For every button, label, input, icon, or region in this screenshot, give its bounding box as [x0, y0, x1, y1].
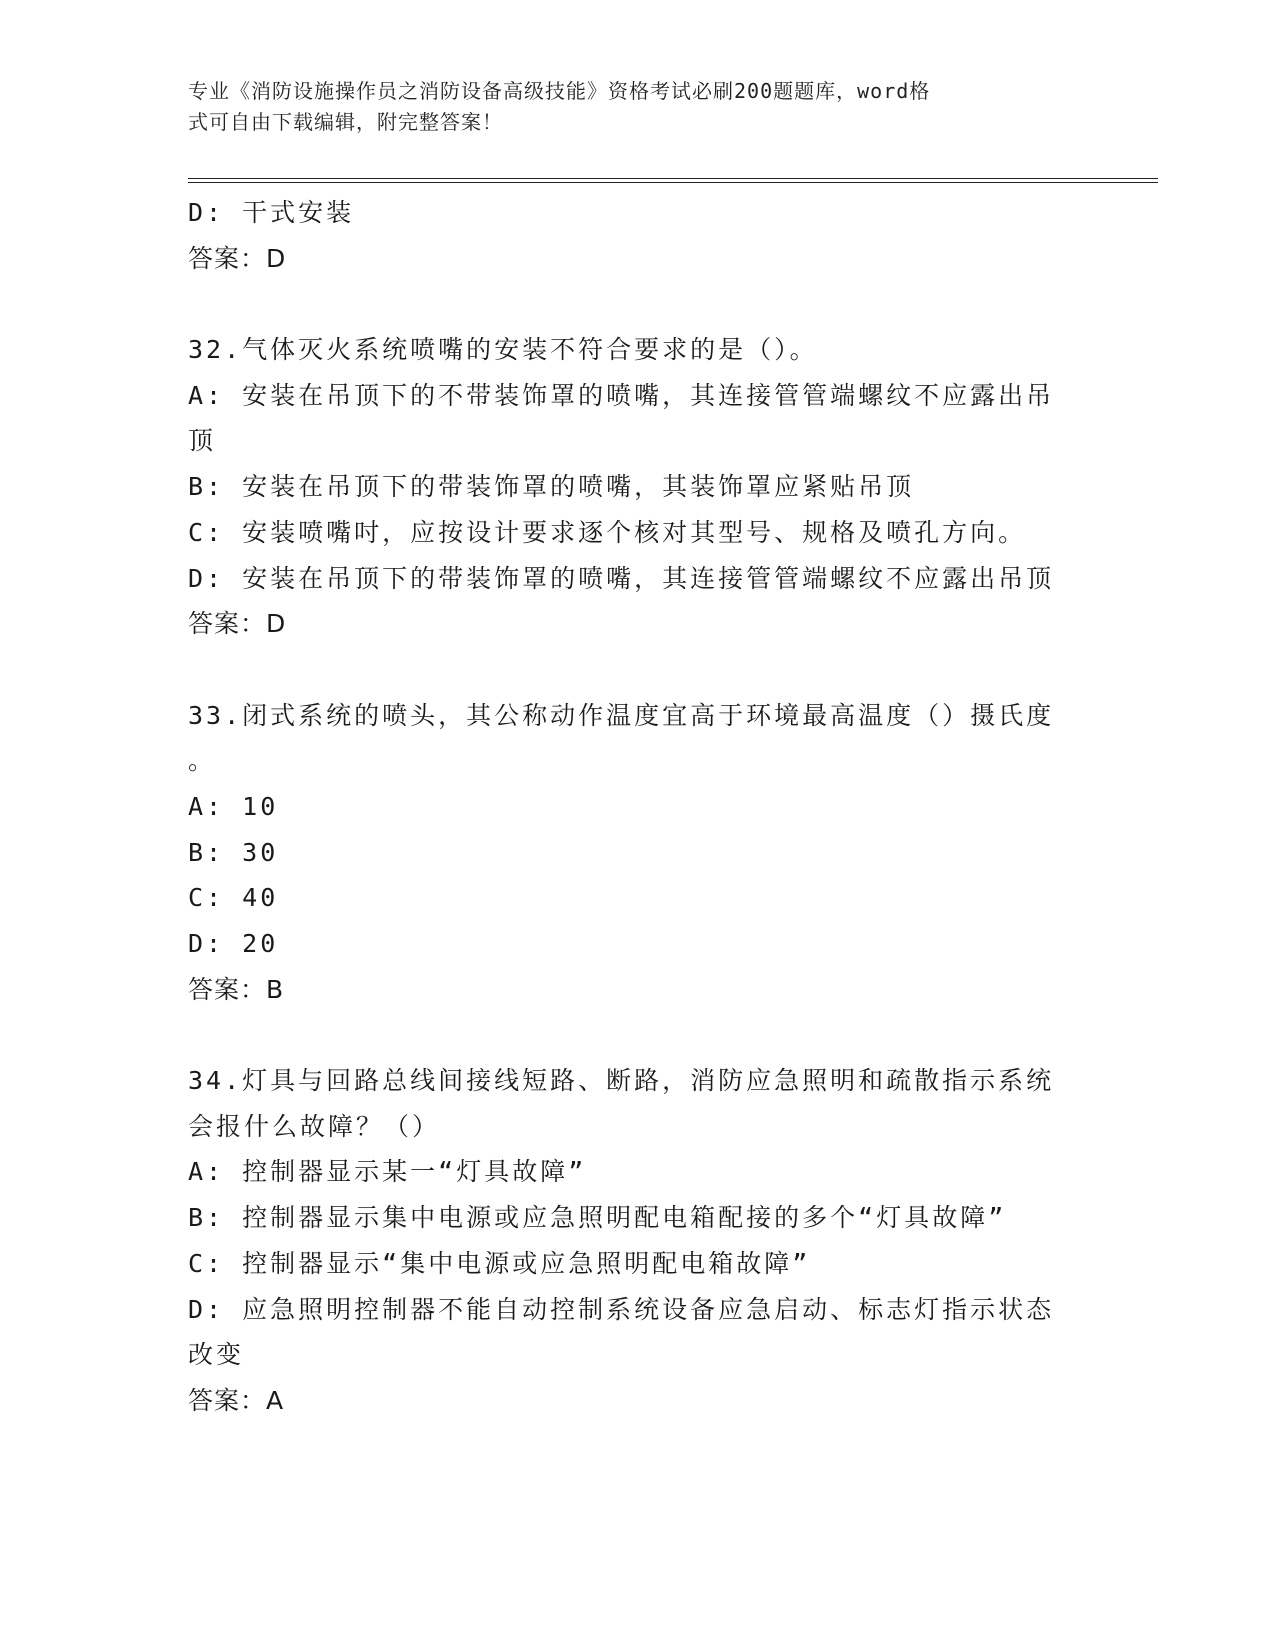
option-b: B: 安装在吊顶下的带装饰罩的喷嘴，其装饰罩应紧贴吊顶	[188, 472, 915, 502]
option-a: A: 安装在吊顶下的不带装饰罩的喷嘴，其连接管管端螺纹不应露出吊	[188, 380, 1055, 410]
question-34	[188, 1058, 1088, 1424]
option-b: B: 控制器显示集中电源或应急照明配电箱配接的多个“灯具故障”	[188, 1203, 1007, 1233]
option-b: B: 30	[188, 837, 279, 867]
question-33	[188, 693, 1088, 1013]
question-32	[188, 327, 1088, 647]
question-stem: 33.闭式系统的喷头，其公称动作温度宜高于环境最高温度（）摄氏度	[188, 700, 1055, 730]
option-c: C: 控制器显示“集中电源或应急照明配电箱故障”	[188, 1248, 811, 1278]
option-d: D: 干式安装	[188, 198, 355, 227]
option-d: D: 安装在吊顶下的带装饰罩的喷嘴，其连接管管端螺纹不应露出吊顶	[188, 563, 1055, 593]
spacer	[188, 281, 1088, 327]
header-line-1: 专业《消防设施操作员之消防设备高级技能》资格考试必刷200题题库，word格	[188, 79, 931, 103]
answer-label: 答案：B	[188, 974, 285, 1004]
question-stem-continued: 会报什么故障？（）	[188, 1111, 441, 1141]
question-stem-continued: 。	[188, 746, 217, 776]
question-stem: 32.气体灭火系统喷嘴的安装不符合要求的是（）。	[188, 335, 818, 365]
question-stem: 34.灯具与回路总线间接线短路、断路，消防应急照明和疏散指示系统	[188, 1066, 1055, 1096]
answer-label: 答案：D	[188, 609, 287, 639]
header-divider	[188, 178, 1158, 183]
document-header	[188, 76, 1088, 138]
option-c: C: 安装喷嘴吋，应按设计要求逐个核对其型号、规格及喷孔方向。	[188, 517, 1027, 547]
spacer	[188, 647, 1088, 693]
spacer	[188, 1012, 1088, 1058]
option-c: C: 40	[188, 883, 279, 913]
answer-label: 答案：D	[188, 243, 287, 273]
header-line-2: 式可自由下载编辑，附完整答案！	[188, 110, 503, 134]
option-a-continued: 顶	[188, 426, 217, 456]
option-d: D: 20	[188, 929, 279, 958]
answer-label: 答案：A	[188, 1385, 285, 1415]
option-d: D: 应急照明控制器不能自动控制系统设备应急启动、标志灯指示状态	[188, 1294, 1055, 1324]
option-d-continued: 改变	[188, 1340, 245, 1370]
option-a: A: 10	[188, 791, 279, 821]
option-a: A: 控制器显示某一“灯具故障”	[188, 1157, 587, 1187]
question-content	[188, 190, 1088, 1424]
previous-question-tail	[188, 190, 1088, 281]
